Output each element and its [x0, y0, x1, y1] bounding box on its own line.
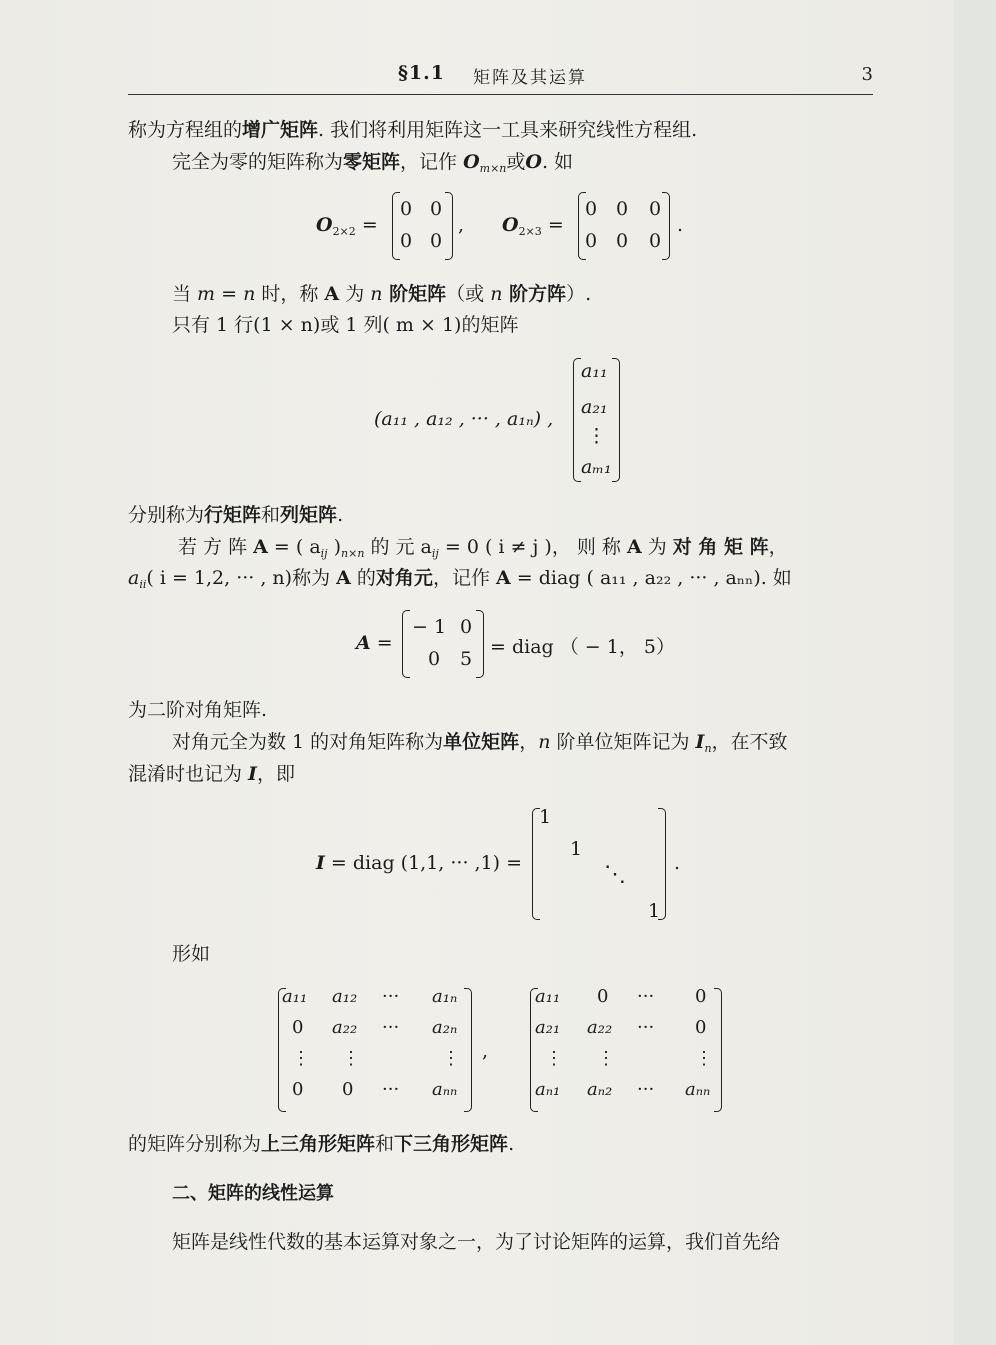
running-header	[128, 60, 873, 95]
paragraph-identity-short: 混淆时也记为 I，即	[128, 763, 295, 785]
paragraph-diagonal-entries: $a_{ii}$( i = 1,2, ··· , n)称为 A 的对角元，记作 A = diag ( a₁₁ , a₂₂ , ··· , aₙₙ). 如	[128, 567, 792, 591]
scan-edge-strip	[954, 0, 996, 1345]
paragraph-of-the-form: 形如	[172, 943, 211, 965]
paragraph-zero-matrix: 完全为零的矩阵称为零矩阵，记作 $O_{m\times n}$或O. 如	[172, 151, 574, 175]
paragraph-square-matrix: 当 m = n 时，称 A 为 n 阶矩阵（或 n 阶方阵）.	[172, 283, 592, 305]
paragraph-diagonal: 若 方 阵 A = ( $a_{ij}$ )$_{n\times n}$ 的 元 $a_{ij} = 0$ ( i ≠ j )， 则 称 A 为 对 角 矩 阵，	[178, 536, 788, 560]
paragraph-row-col-names: 分别称为行矩阵和列矩阵.	[128, 504, 344, 526]
paragraph-second-order: 为二阶对角矩阵.	[128, 699, 268, 721]
section-heading-linear-operations: 二、矩阵的线性运算	[172, 1183, 334, 1204]
paragraph-identity: 对角元全为数 1 的对角矩阵称为单位矩阵，n 阶单位矩阵记为 $I_n$，在不致	[172, 731, 788, 755]
page: §1.1 矩阵及其运算 3 称为方程组的增广矩阵. 我们将利用矩阵这一工具来研究线性方程组. 完全为零的矩阵称为零矩阵，记作 $O_{m\times n}$或O. 如 $O_{2\times 2}$ = 0 0 0 0 , $O_{2\times 3}$ = 0 0 0 0 0 0 . 当 m = n 时，称 A 为 n 阶矩阵（或 n 阶方阵）. 只有 1 行(1 × n)或 1 列( m × 1)的矩阵 (a₁₁ , a₁₂ , ··· , a₁ₙ) , a₁₁ a₂₁ ⋮ aₘ₁ 分别称为行矩阵和列矩阵. 若 方 阵 A = ( $a_{ij}$ )$_{n\times n}$ 的 元 $a_{ij} = 0$ ( i ≠ j )， 则 称 A 为 对 角 矩 阵， $a_{ii}$( i = 1,2, ··· , n)称为 A 的对角元，记作 A = diag ( a₁₁ , a₂₂ , ··· , aₙₙ). 如 A = − 1 0 0 5 = diag （ − 1， 5） 为二阶对角矩阵. 对角元全为数 1 的对角矩阵称为单位矩阵，n 阶单位矩阵记为 $I_n$，在不致 混淆时也记为 I，即 I = diag (1,1, ··· ,1) = 1 1 ⋱ 1 . 形如 a₁₁ a₁₂ ··· a₁ₙ 0 a₂₂ ··· a₂ₙ ⋮ ⋮ ⋮ 0 0 ··· aₙₙ , a₁₁ 0 ··· 0 a₂₁ a₂₂ ··· 0 ⋮ ⋮ ⋮ aₙ₁ aₙ₂ ··· aₙₙ 的矩阵分别称为上三角形矩阵和下三角形矩阵. 二、矩阵的线性运算 矩阵是线性代数的基本运算对象之一，为了讨论矩阵的运算，我们首先给	[0, 0, 996, 1345]
paragraph-triangular: 的矩阵分别称为上三角形矩阵和下三角形矩阵.	[128, 1133, 515, 1155]
paragraph-augmented: 称为方程组的增广矩阵. 我们将利用矩阵这一工具来研究线性方程组.	[128, 119, 698, 141]
paragraph-row-col: 只有 1 行(1 × n)或 1 列( m × 1)的矩阵	[172, 314, 519, 336]
paragraph-operations-intro: 矩阵是线性代数的基本运算对象之一，为了讨论矩阵的运算，我们首先给	[172, 1231, 781, 1253]
page-number: 3	[861, 64, 873, 85]
section-title: 矩阵及其运算	[473, 68, 587, 88]
section-number: §1.1	[398, 62, 445, 84]
